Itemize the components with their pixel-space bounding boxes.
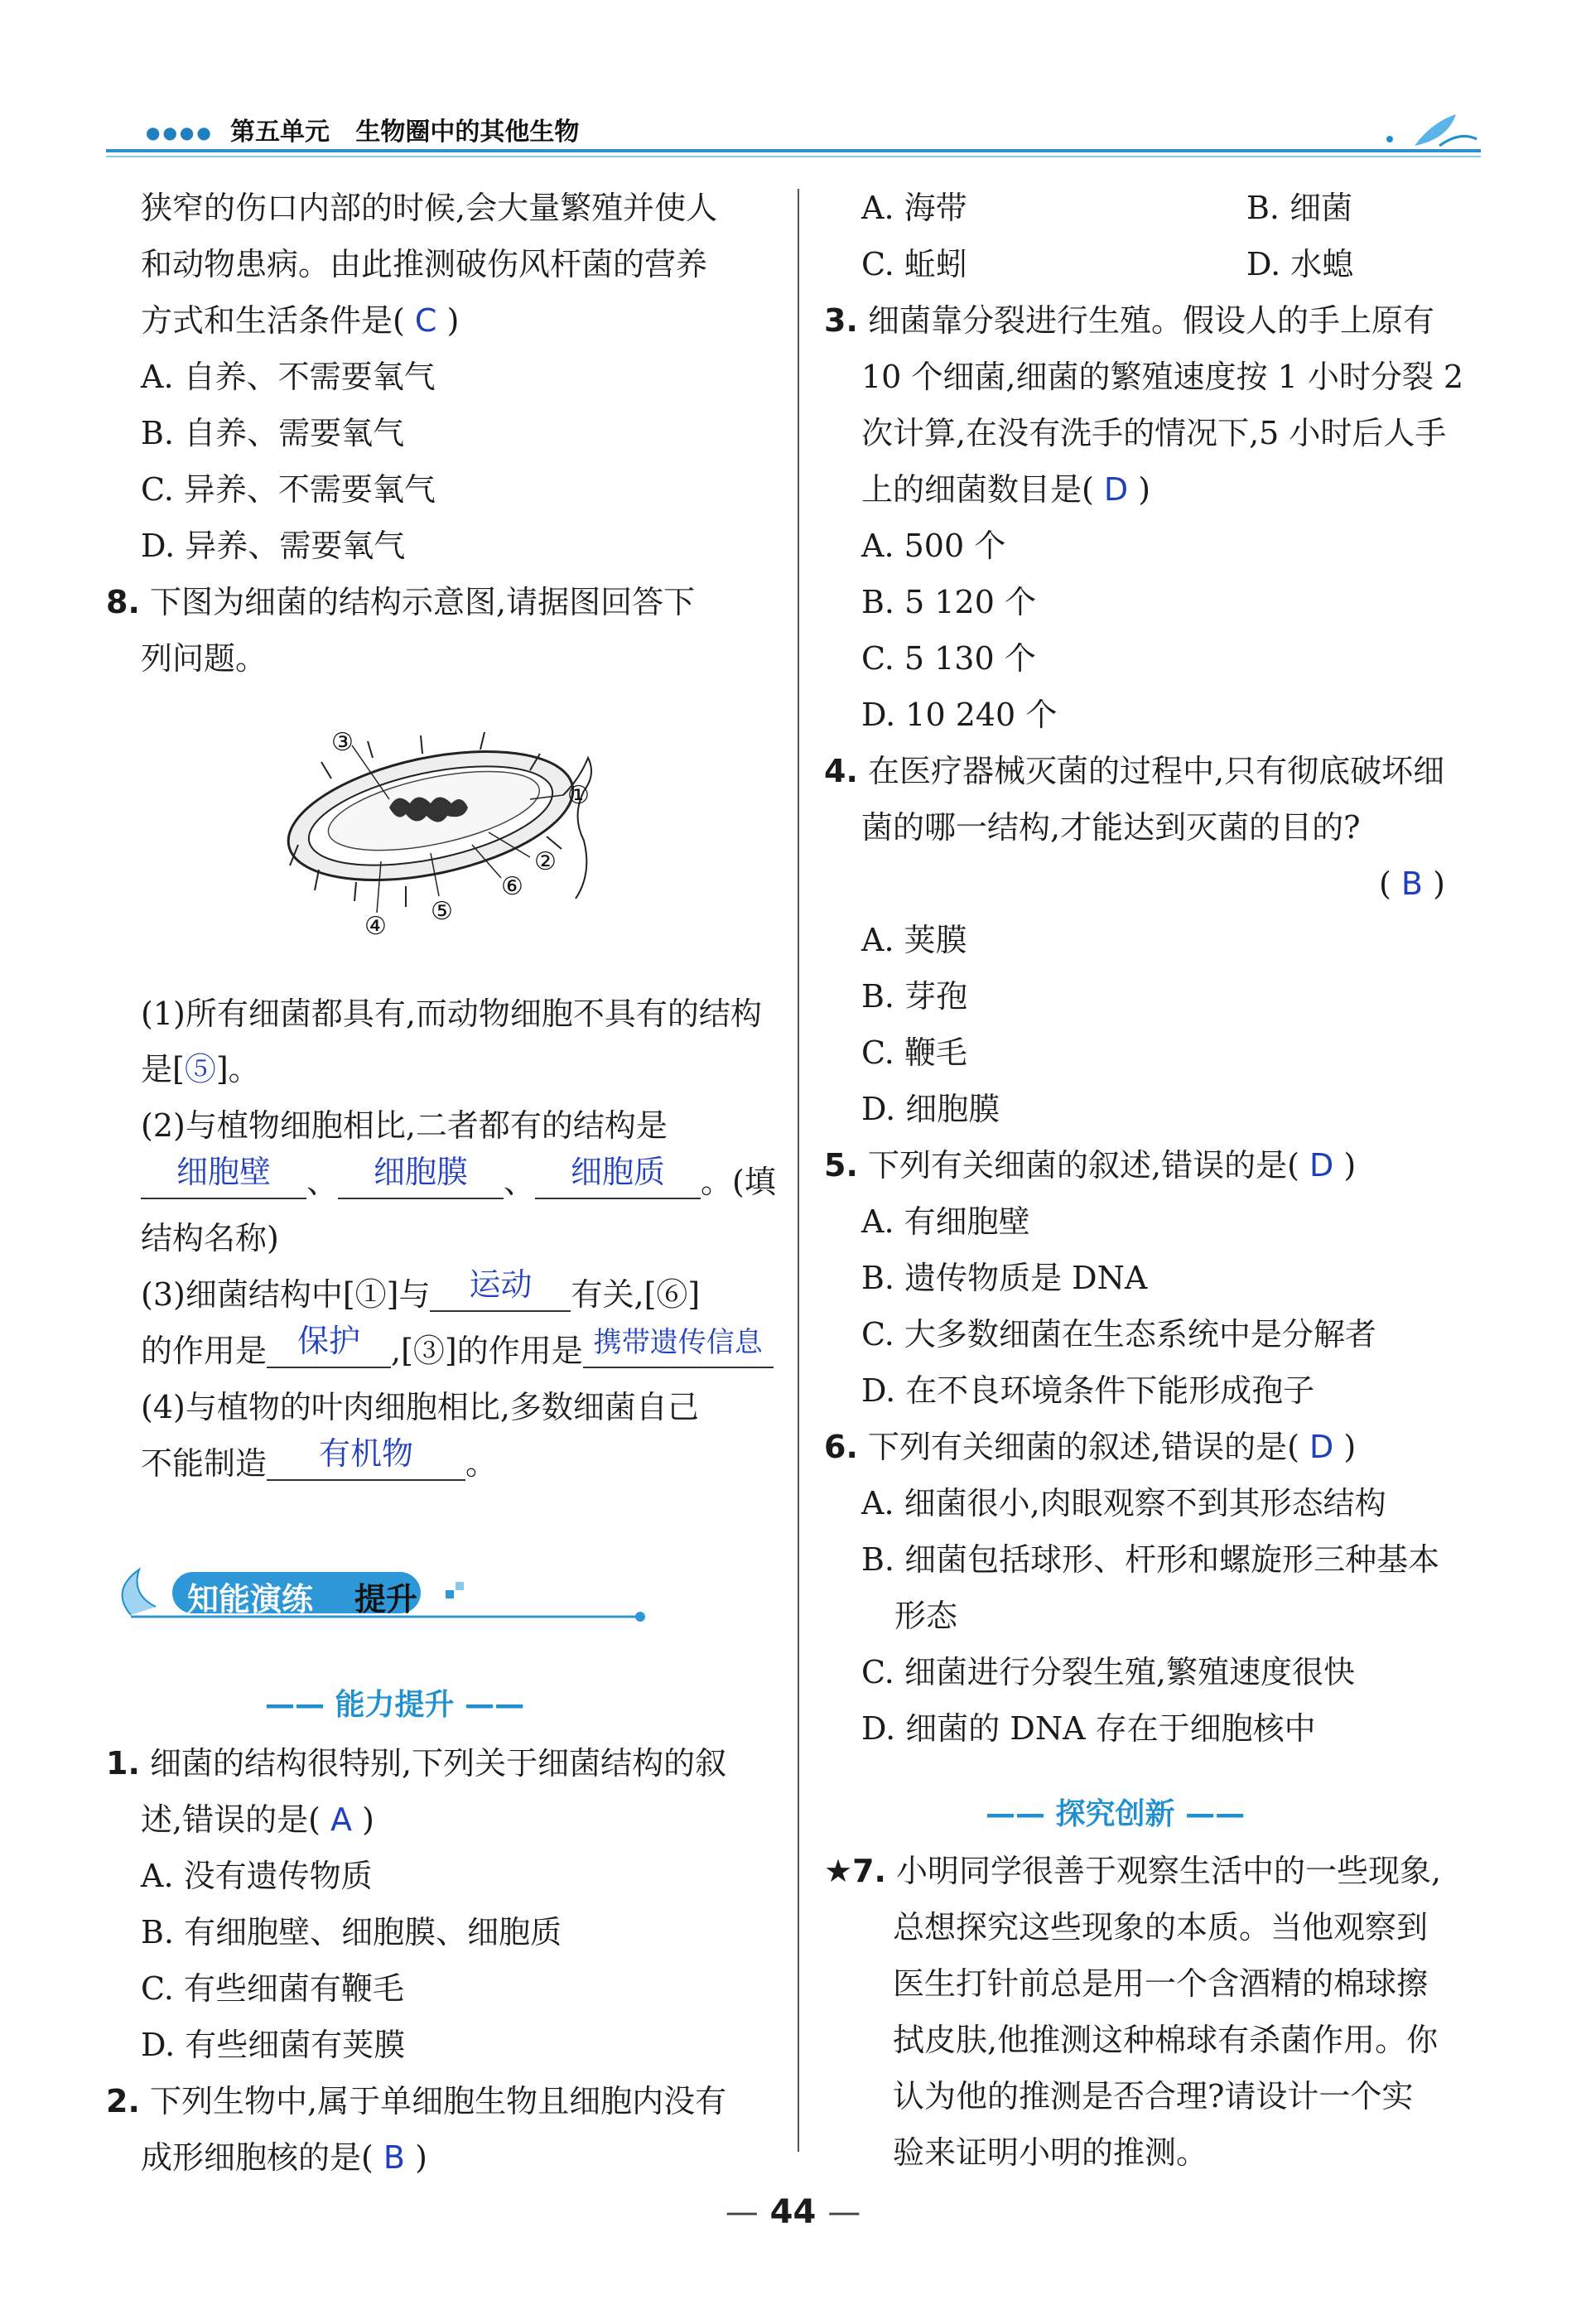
q2-option-a: A. 海带 bbox=[861, 190, 967, 226]
q4-answer: B bbox=[1400, 865, 1423, 902]
badge-title: 知能演练 bbox=[187, 1581, 314, 1618]
q1-option-b: B. 有细胞壁、细胞膜、细胞质 bbox=[141, 1914, 562, 1950]
bacteria-structure-diagram bbox=[282, 721, 613, 944]
q8-part2-line-3: 结构名称) bbox=[141, 1220, 279, 1256]
diagram-label-2: ② bbox=[534, 847, 557, 876]
q7-stem-line-6: 验来证明小明的推测。 bbox=[893, 2134, 1208, 2171]
q6-option-b: B. 细菌包括球形、杆形和螺旋形三种基本 bbox=[861, 1541, 1440, 1578]
q3-stem-line-2: 10 个细菌,细菌的繁殖速度按 1 小时分裂 2 bbox=[861, 359, 1464, 395]
q8-part2-line-1: (2)与植物细胞相比,二者都有的结构是 bbox=[141, 1107, 668, 1144]
q6-stem: 6. 下列有关细菌的叙述,错误的是( D ) bbox=[824, 1429, 1357, 1465]
q8-part4-answer: 有机物 bbox=[319, 1435, 414, 1472]
q7-option-c: C. 异养、不需要氧气 bbox=[141, 471, 436, 508]
sub-heading-ability: —— 能力提升 —— bbox=[265, 1688, 525, 1722]
q3-stem-line-1: 3. 细菌靠分裂进行生殖。假设人的手上原有 bbox=[824, 302, 1434, 339]
q5-answer: D bbox=[1309, 1147, 1334, 1184]
q4-option-b: B. 芽孢 bbox=[861, 978, 968, 1015]
q8-part3-line-1: (3)细菌结构中[①]与 运动 有关,[⑥] bbox=[141, 1266, 701, 1313]
q6-option-d: D. 细菌的 DNA 存在于细胞核中 bbox=[861, 1710, 1316, 1747]
q2-option-c: C. 蚯蚓 bbox=[861, 246, 967, 282]
q8-part1-answer: ⑤ bbox=[184, 1051, 216, 1087]
header-title: 第五单元 生物圈中的其他生物 bbox=[230, 118, 580, 147]
q7-stem-line-4: 拭皮肤,他推测这种棉球有杀菌作用。你 bbox=[893, 2022, 1439, 2058]
q4-option-c: C. 鞭毛 bbox=[861, 1034, 967, 1071]
q2-stem-line-1: 2. 下列生物中,属于单细胞生物且细胞内没有 bbox=[106, 2083, 727, 2119]
q5-option-b: B. 遗传物质是 DNA bbox=[861, 1260, 1148, 1296]
q1-option-c: C. 有些细菌有鞭毛 bbox=[141, 1970, 404, 2007]
q6-option-a: A. 细菌很小,肉眼观察不到其形态结构 bbox=[861, 1485, 1386, 1521]
q7-option-d: D. 异养、需要氧气 bbox=[141, 528, 406, 564]
q7-option-a: A. 自养、不需要氧气 bbox=[141, 359, 436, 395]
q4-option-a: A. 荚膜 bbox=[861, 922, 967, 958]
column-divider bbox=[798, 189, 799, 2152]
q6-option-b-cont: 形态 bbox=[894, 1598, 958, 1634]
q8-part2-answer-1: 细胞壁 bbox=[176, 1154, 271, 1190]
diagram-label-5: ⑤ bbox=[431, 897, 453, 926]
q1-answer: A bbox=[330, 1801, 352, 1838]
q2-answer: B bbox=[383, 2139, 405, 2176]
q8-stem-line-2: 列问题。 bbox=[141, 640, 268, 677]
q6-answer: D bbox=[1309, 1429, 1334, 1465]
q8-part4-line-1: (4)与植物的叶肉细胞相比,多数细菌自己 bbox=[141, 1389, 699, 1425]
q5-stem: 5. 下列有关细菌的叙述,错误的是( D ) bbox=[824, 1147, 1357, 1184]
q8-part3-line-2: 的作用是 保护 ,[③]的作用是 携带遗传信息 bbox=[141, 1335, 774, 1368]
q1-option-a: A. 没有遗传物质 bbox=[141, 1858, 373, 1894]
q8-part4-line-2: 不能制造 有机物 。 bbox=[141, 1435, 498, 1482]
q4-answer-bracket: ( B ) bbox=[1379, 865, 1445, 902]
q3-option-d: D. 10 240 个 bbox=[861, 697, 1058, 733]
q2-option-d: D. 水螅 bbox=[1246, 246, 1354, 282]
q5-option-a: A. 有细胞壁 bbox=[861, 1203, 1030, 1240]
q7-stem-line-2: 和动物患病。由此推测破伤风杆菌的营养 bbox=[141, 246, 708, 282]
leaf-decoration-icon bbox=[1381, 98, 1481, 151]
q2-option-b: B. 细菌 bbox=[1246, 190, 1353, 226]
q1-stem-line-2: 述,错误的是( A ) bbox=[141, 1801, 374, 1838]
q8-part1-line-1: (1)所有细菌都具有,而动物细胞不具有的结构 bbox=[141, 996, 762, 1032]
q3-answer: D bbox=[1103, 471, 1129, 508]
q7-stem-line-1: 狭窄的伤口内部的时候,会大量繁殖并使人 bbox=[141, 190, 718, 226]
q3-stem-line-3: 次计算,在没有洗手的情况下,5 小时后人手 bbox=[861, 415, 1447, 451]
q2-stem-line-2: 成形细胞核的是( B ) bbox=[141, 2139, 427, 2176]
q5-option-c: C. 大多数细菌在生态系统中是分解者 bbox=[861, 1316, 1376, 1352]
diagram-label-4: ④ bbox=[364, 912, 387, 941]
q7-stem-line-1: ★7. 小明同学很善于观察生活中的一些现象, bbox=[824, 1853, 1442, 1889]
q1-stem-line-1: 1. 细菌的结构很特别,下列关于细菌结构的叙 bbox=[106, 1745, 727, 1782]
q7-answer: C bbox=[414, 302, 437, 339]
q8-part3-answer-2: 保护 bbox=[297, 1323, 361, 1359]
q7-option-b: B. 自养、需要氧气 bbox=[141, 415, 405, 451]
q6-option-c: C. 细菌进行分裂生殖,繁殖速度很快 bbox=[861, 1654, 1355, 1690]
q8-part2-answer-2: 细胞膜 bbox=[374, 1154, 469, 1190]
q7-stem-line-5: 认为他的推测是否合理?请设计一个实 bbox=[893, 2078, 1414, 2114]
q8-part3-answer-3: 携带遗传信息 bbox=[593, 1326, 763, 1359]
q8-part2-line-2: 细胞壁 、 细胞膜 、 细胞质 。(填 bbox=[141, 1166, 776, 1199]
q8-stem-line-1: 8. 下图为细菌的结构示意图,请据图回答下 bbox=[106, 584, 696, 620]
q1-option-d: D. 有些细菌有荚膜 bbox=[141, 2027, 406, 2063]
sub-heading-explore: —— 探究创新 —— bbox=[986, 1797, 1246, 1831]
q3-stem-line-4: 上的细菌数目是( D ) bbox=[861, 471, 1151, 508]
q4-stem-line-2: 菌的哪一结构,才能达到灭菌的目的? bbox=[861, 809, 1361, 846]
q3-option-b: B. 5 120 个 bbox=[861, 584, 1036, 620]
q8-part2-answer-3: 细胞质 bbox=[571, 1154, 666, 1190]
section-badge bbox=[106, 1557, 653, 1623]
q7-stem-line-2: 总想探究这些现象的本质。当他观察到 bbox=[893, 1909, 1429, 1946]
diagram-label-1: ① bbox=[567, 781, 590, 810]
page-number: — 44 — bbox=[725, 2193, 861, 2231]
q3-option-c: C. 5 130 个 bbox=[861, 640, 1036, 677]
q8-part1-line-2: 是[⑤]。 bbox=[141, 1051, 260, 1087]
q4-stem-line-1: 4. 在医疗器械灭菌的过程中,只有彻底破坏细 bbox=[824, 753, 1445, 789]
diagram-label-3: ③ bbox=[331, 728, 354, 757]
q3-option-a: A. 500 个 bbox=[861, 528, 1006, 564]
q4-option-d: D. 细胞膜 bbox=[861, 1091, 1000, 1127]
badge-tail: 提升 bbox=[354, 1581, 418, 1618]
header-dots: ●●●● bbox=[146, 123, 214, 142]
q7-stem-line-3: 方式和生活条件是( C ) bbox=[141, 302, 460, 339]
page-header bbox=[106, 98, 1481, 157]
q5-option-d: D. 在不良环境条件下能形成孢子 bbox=[861, 1372, 1315, 1409]
q7-stem-line-3: 医生打针前总是用一个含酒精的棉球擦 bbox=[893, 1965, 1429, 2002]
diagram-label-6: ⑥ bbox=[501, 872, 523, 901]
q8-part3-answer-1: 运动 bbox=[469, 1266, 533, 1303]
